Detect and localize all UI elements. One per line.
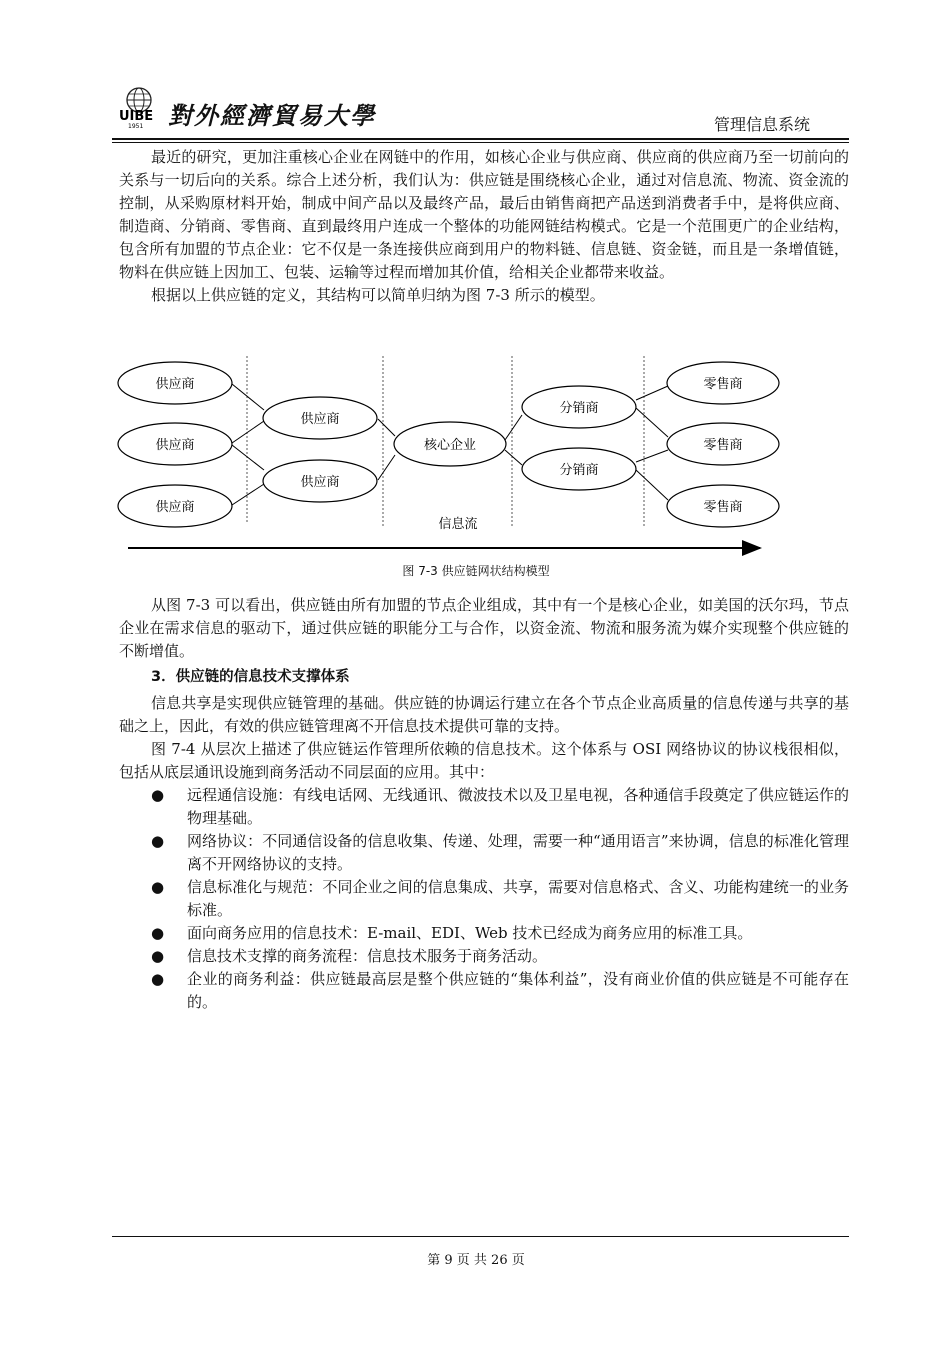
list-item-text: 远程通信设施：有线电话网、无线通讯、微波技术以及卫星电视，各种通信手段奠定了供应链运作的物理基础。 — [187, 786, 849, 827]
list-item — [119, 968, 849, 1014]
globe-logo-icon — [115, 82, 163, 130]
retailer-label-2: 零售商 — [703, 438, 743, 453]
header-divider — [112, 138, 849, 140]
tier2-supplier-label-2: 供应商 — [300, 475, 340, 490]
bullet-icon: ● — [151, 947, 165, 965]
logo-year: 1951 — [128, 123, 144, 130]
distributor-label-2: 分销商 — [559, 463, 599, 478]
section-heading: 3．供应链的信息技术支撑体系 — [151, 669, 350, 685]
bullet-icon: ● — [151, 786, 165, 804]
bullet-icon: ● — [151, 832, 165, 850]
list-item — [119, 922, 849, 945]
retailer-label-3: 零售商 — [703, 500, 743, 515]
distributor-label-1: 分销商 — [559, 401, 599, 416]
supply-chain-diagram — [0, 352, 952, 562]
list-item-text: 网络协议：不同通信设备的信息收集、传递、处理，需要一种“通用语言”来协调，信息的标准化管理离不开网络协议的支持。 — [187, 832, 849, 873]
footer-divider — [112, 1236, 849, 1237]
list-item-text: 信息标准化与规范：不同企业之间的信息集成、共享，需要对信息格式、含义、功能构建统一的业务标准。 — [187, 878, 849, 919]
page-number: 第 9 页 共 26 页 — [427, 1253, 525, 1268]
university-logo — [115, 82, 163, 134]
bullet-icon: ● — [151, 878, 165, 896]
paragraph-1: 最近的研究，更加注重核心企业在网链中的作用，如核心企业与供应商、供应商的供应商乃至一切前向的关系与一切后向的关系。综合上述分析，我们认为：供应链是围绕核心企业，通过对信息流、物流、资金流的控制，从采购原材料开始，制成中间产品以及最终产品，最后由销售商把产品送到消费者手中，是将供应商、制造商、分销商、零售商、直到最终用户连成一个整体的功能网链结构模式。它是一个范围更广的企业结构，包含所有加盟的节点企业：它不仅是一条连接供应商到用户的物料链、信息链、资金链，而且是一条增值链，物料在供应链上因加工、包装、运输等过程而增加其价值，给相关企业都带来收益。 — [119, 148, 849, 281]
figure-caption: 图 7-3 供应链网状结构模型 — [402, 564, 550, 578]
university-name: 對外經濟貿易大學 — [168, 101, 376, 130]
supplier-label-1: 供应商 — [155, 377, 195, 392]
bullet-list — [119, 784, 849, 1014]
list-item-text: 企业的商务利益：供应链最高层是整个供应链的“集体利益”，没有商业价值的供应链是不可能存在的。 — [187, 970, 849, 1011]
list-item — [119, 784, 849, 830]
list-item — [119, 876, 849, 922]
info-flow-label: 信息流 — [438, 517, 478, 532]
paragraph-5: 图 7-4 从层次上描述了供应链运作管理所依赖的信息技术。这个体系与 OSI 网络协议的协议栈很相似，包括从底层通讯设施到商务活动不同层面的应用。其中： — [119, 740, 849, 781]
list-item-text: 面向商务应用的信息技术：E-mail、EDI、Web 技术已经成为商务应用的标准工具。 — [187, 924, 753, 942]
logo-text: UIBE — [119, 109, 154, 124]
header-divider-thin — [112, 142, 849, 143]
paragraph-4: 信息共享是实现供应链管理的基础。供应链的协调运行建立在各个节点企业高质量的信息传递与共享的基础之上，因此，有效的供应链管理离不开信息技术提供可靠的支持。 — [119, 694, 849, 735]
bullet-icon: ● — [151, 970, 165, 988]
retailer-label-1: 零售商 — [703, 377, 743, 392]
course-title: 管理信息系统 — [714, 115, 811, 134]
supplier-label-3: 供应商 — [155, 500, 195, 515]
paragraph-2: 根据以上供应链的定义，其结构可以简单归纳为图 7-3 所示的模型。 — [151, 286, 605, 304]
list-item-text: 信息技术支撑的商务流程：信息技术服务于商务活动。 — [187, 947, 548, 965]
body-text-top — [119, 146, 849, 307]
paragraph-3: 从图 7-3 可以看出，供应链由所有加盟的节点企业组成，其中有一个是核心企业，如美国的沃尔玛，节点企业在需求信息的驱动下，通过供应链的职能分工与合作，以资金流、物流和服务流为媒介实现整个供应链的不断增值。 — [119, 596, 849, 660]
list-item — [119, 945, 849, 968]
body-text-bottom — [119, 594, 849, 1014]
core-enterprise-label: 核心企业 — [423, 438, 477, 453]
supplier-label-2: 供应商 — [155, 438, 195, 453]
list-item — [119, 830, 849, 876]
tier2-supplier-label-1: 供应商 — [300, 412, 340, 427]
bullet-icon: ● — [151, 924, 165, 942]
